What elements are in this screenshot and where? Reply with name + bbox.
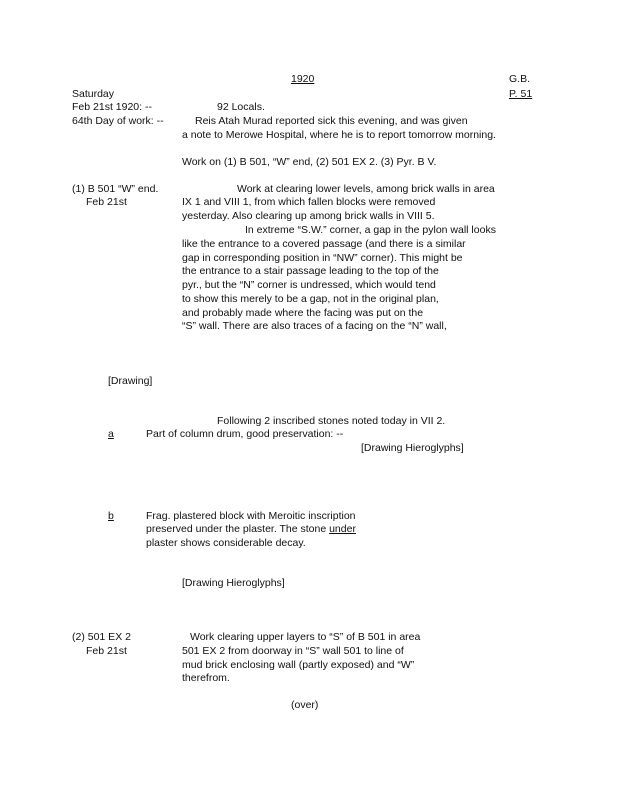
hieroglyphs-drawing-a: [Drawing Hieroglyphs] [361, 442, 464, 454]
date-label: Feb 21st 1920: -- [72, 101, 152, 113]
section1-line: In extreme “S.W.” corner, a gap in the pylon wall looks [245, 224, 496, 236]
sick-report-line: a note to Merowe Hospital, where he is to report tomorrow morning. [182, 129, 496, 141]
section1-line: gap in corresponding position in “NW” corner). This might be [182, 252, 463, 264]
work-on-line: Work on (1) B 501, “W” end, (2) 501 EX 2. (3) Pyr. B V. [182, 156, 437, 168]
item-b-line: Frag. plastered block with Meroitic inscription [146, 510, 356, 522]
section1-date: Feb 21st [86, 196, 127, 208]
section2-line: Work clearing upper layers to “S” of B 501 in area [190, 631, 421, 643]
day-label: Saturday [72, 88, 115, 100]
section1-line: and probably made where the facing was put on the [182, 307, 424, 319]
year-heading: 1920 [291, 73, 315, 85]
section2-line: mud brick enclosing wall (partly exposed) and “W” [182, 659, 415, 671]
page-number: P. 51 [509, 88, 533, 100]
section1-label: (1) B 501 “W” end. [72, 183, 159, 195]
section2-line: 501 EX 2 from doorway in “S” wall 501 to line of [182, 645, 404, 657]
gb-label: G.B. [509, 73, 531, 85]
item-a-text: Part of column drum, good preservation: -- [146, 428, 344, 440]
sick-report-line: Reis Atah Murad reported sick this evening, and was given [195, 115, 468, 127]
section1-line: yesterday. Also clearing up among brick walls in VIII 5. [182, 210, 435, 222]
section2-line: therefrom. [182, 672, 230, 684]
item-a-label: a [108, 428, 114, 440]
section1-line: to show this merely to be a gap, not in the original plan, [182, 293, 439, 305]
hieroglyphs-drawing-b: [Drawing Hieroglyphs] [182, 577, 285, 589]
section1-line: like the entrance to a covered passage (and there is a similar [182, 238, 466, 250]
section2-date: Feb 21st [86, 645, 127, 657]
section1-line: “S” wall. There are also traces of a facing on the “N” wall, [182, 320, 447, 332]
stones-intro: Following 2 inscribed stones noted today in VII 2. [217, 415, 446, 427]
drawing-placeholder: [Drawing] [108, 375, 153, 387]
item-b-line: plaster shows considerable decay. [146, 537, 306, 549]
section1-line: Work at clearing lower levels, among brick walls in area [237, 183, 495, 195]
locals-count: 92 Locals. [217, 101, 265, 113]
section1-line: IX 1 and VIII 1, from which fallen blocks were removed [182, 196, 436, 208]
item-b-underlined-word: under [329, 523, 356, 535]
over-note: (over) [291, 699, 319, 711]
day-of-work: 64th Day of work: -- [72, 115, 164, 127]
section2-label: (2) 501 EX 2 [72, 631, 131, 643]
item-b-line [146, 524, 356, 535]
section1-line: pyr., but the “N” corner is undressed, which would tend [182, 279, 436, 291]
item-b-line2-text: preserved under the plaster. The stone [146, 523, 330, 535]
section1-line: the entrance to a stair passage leading to the top of the [182, 265, 439, 277]
item-b-label: b [108, 510, 114, 522]
